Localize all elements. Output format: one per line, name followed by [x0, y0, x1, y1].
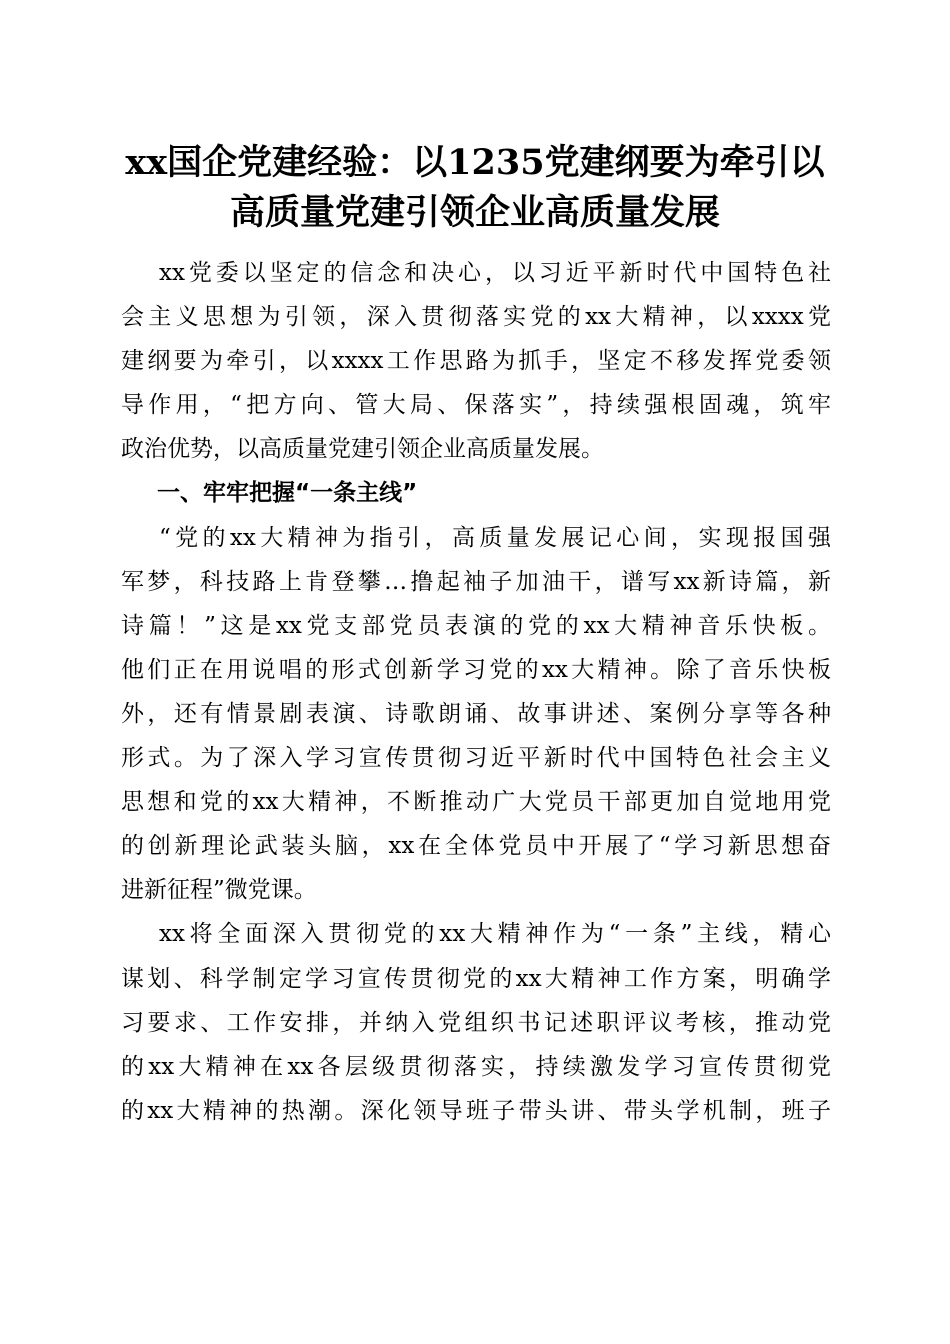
- paragraph-line: 导作用，“把方向、管大局、保落实”，持续强根固魂，筑牢: [121, 392, 831, 419]
- paragraph-line: 诗篇！”这是xx党支部党员表演的党的xx大精神音乐快板。: [121, 612, 831, 639]
- section-heading: [121, 471, 831, 515]
- paragraph-line: 他们正在用说唱的形式创新学习党的xx大精神。除了音乐快板: [121, 656, 831, 683]
- paragraph-line: 外，还有情景剧表演、诗歌朗诵、故事讲述、案例分享等各种: [121, 700, 831, 727]
- paragraph-line: xx将全面深入贯彻党的xx大精神作为“一条”主线，精心: [159, 921, 831, 948]
- title-line-2: 高质量党建引领企业高质量发展: [229, 192, 720, 233]
- paragraph-main-line: [121, 912, 831, 1132]
- paragraph-line: 进新征程”微党课。: [121, 877, 317, 904]
- paragraph-intro: [121, 251, 831, 471]
- paragraph-line: 习要求、工作安排，并纳入党组织书记述职评议考核，推动党: [121, 1009, 831, 1036]
- paragraph-line: 的xx大精神的热潮。深化领导班子带头讲、带头学机制，班子: [121, 1097, 831, 1124]
- paragraph-line: 政治优势，以高质量党建引领企业高质量发展。: [121, 436, 604, 463]
- section-heading-text: 一、牢牢把握“一条主线”: [157, 480, 418, 507]
- paragraph-line: 军梦，科技路上肯登攀…撸起袖子加油干，谱写xx新诗篇，新: [121, 568, 831, 595]
- paragraph-kuaiban: [121, 516, 831, 913]
- paragraph-line: 谋划、科学制定学习宣传贯彻党的xx大精神工作方案，明确学: [121, 965, 831, 992]
- document-title: [100, 138, 850, 238]
- paragraph-line: 建纲要为牵引，以xxxx工作思路为抓手，坚定不移发挥党委领: [121, 348, 831, 375]
- paragraph-line: 的xx大精神在xx各层级贯彻落实，持续激发学习宣传贯彻党: [121, 1053, 831, 1080]
- paragraph-line: 的创新理论武装头脑，xx在全体党员中开展了“学习新思想奋: [121, 833, 831, 860]
- document-body: [121, 251, 831, 1133]
- paragraph-line: 会主义思想为引领，深入贯彻落实党的xx大精神，以xxxx党: [121, 304, 831, 331]
- paragraph-line: “党的xx大精神为指引，高质量发展记心间，实现报国强: [159, 524, 831, 551]
- paragraph-line: 思想和党的xx大精神，不断推动广大党员干部更加自觉地用党: [121, 789, 831, 816]
- paragraph-line: xx党委以坚定的信念和决心，以习近平新时代中国特色社: [159, 260, 831, 286]
- paragraph-line: 形式。为了深入学习宣传贯彻习近平新时代中国特色社会主义: [121, 745, 831, 772]
- title-line-1: xx国企党建经验：以1235党建纲要为牵引以: [125, 142, 825, 183]
